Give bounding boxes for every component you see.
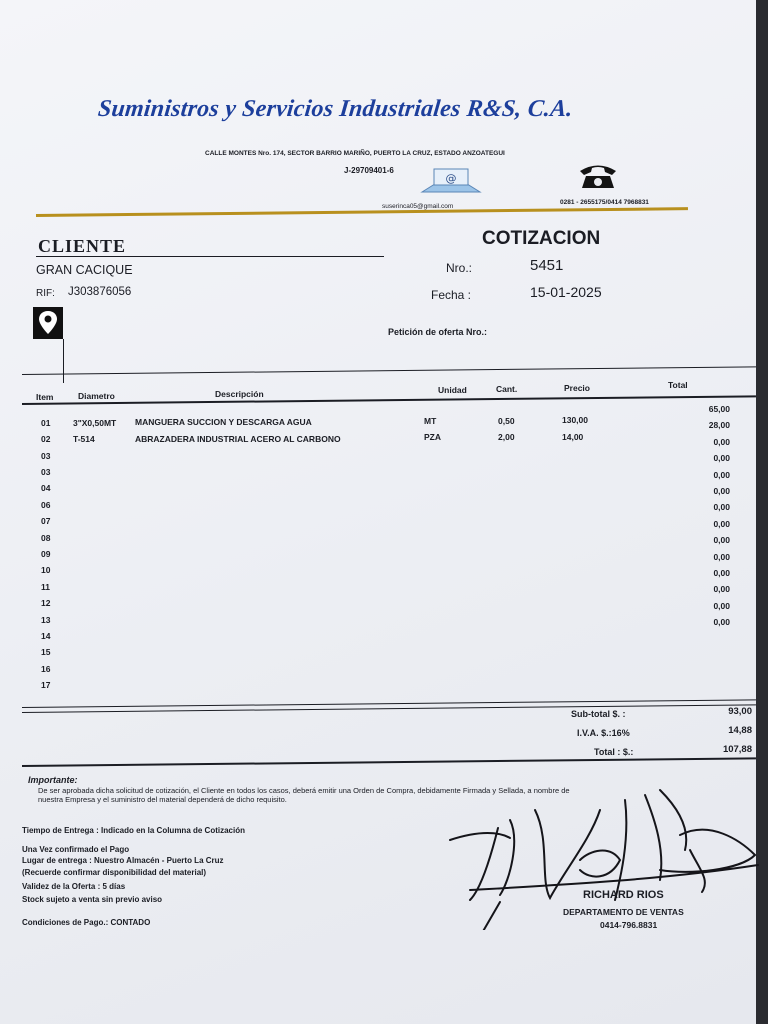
email-at-icon [420, 166, 482, 199]
col-header-cant: Cant. [496, 384, 518, 394]
signer-phone: 0414-796.8831 [600, 920, 658, 930]
cell-total: 0,00 [713, 453, 730, 464]
cell-total: 0,00 [713, 486, 730, 496]
iva-value: 14,88 [728, 725, 752, 736]
cell-total: 0,00 [713, 568, 730, 578]
total-label: Total : $.: [594, 747, 634, 757]
svg-text:@: @ [445, 172, 457, 185]
iva-label: I.V.A. $.:16% [577, 728, 630, 738]
cell-unidad: MT [424, 415, 437, 426]
cell-total: 0,00 [713, 469, 730, 480]
cell-item: 03 [41, 450, 51, 461]
company-rif: J-29709401-6 [344, 166, 394, 175]
cell-item: 06 [41, 499, 51, 510]
client-vertical-rule [63, 339, 64, 383]
cell-item: 16 [41, 663, 51, 674]
company-name: Suministros y Servicios Industriales R&S, C.A. [96, 96, 575, 122]
cell-item: 09 [41, 548, 51, 559]
cell-item: 14 [41, 630, 51, 641]
availability-reminder: (Recuerde confirmar disponibilidad del material) [22, 868, 207, 877]
cell-diametro: 3"X0,50MT [73, 417, 117, 428]
client-heading: CLIENTE [38, 236, 127, 256]
total-value: 107,88 [722, 744, 752, 755]
cell-diametro: T-514 [73, 434, 95, 445]
cell-unidad: PZA [424, 432, 441, 443]
client-rif: J303876056 [68, 286, 132, 298]
cell-descripcion: ABRAZADERA INDUSTRIAL ACERO AL CARBONO [135, 433, 341, 444]
col-header-precio: Precio [564, 383, 590, 393]
quote-number: 5451 [530, 257, 564, 274]
cell-item: 13 [41, 614, 51, 625]
cell-descripcion: MANGUERA SUCCION Y DESCARGA AGUA [135, 417, 312, 428]
cell-item: 02 [41, 434, 51, 445]
cell-total: 0,00 [713, 584, 730, 595]
client-name: GRAN CACIQUE [36, 263, 133, 277]
cell-total: 0,00 [713, 518, 730, 529]
cell-total: 0,00 [713, 535, 730, 546]
cell-item: 04 [41, 483, 51, 494]
cell-total: 0,00 [713, 551, 730, 562]
telephone-icon [576, 162, 620, 195]
cell-total: 28,00 [708, 420, 730, 431]
col-header-diametro: Diametro [78, 391, 115, 401]
cell-total: 65,00 [708, 404, 730, 414]
payment-confirmed: Una Vez confirmado el Pago [22, 845, 130, 854]
cell-item: 03 [41, 466, 51, 477]
col-header-item: Item [36, 392, 54, 402]
client-underline [36, 256, 384, 257]
company-address: CALLE MONTES Nro. 174, SECTOR BARRIO MARIÑO, PUERTO LA CRUZ, ESTADO ANZOATEGUI [205, 150, 505, 157]
location-pin-icon [33, 307, 63, 339]
cell-total: 0,00 [713, 436, 730, 447]
client-rif-label: RIF: [36, 288, 55, 299]
cell-cant: 0,50 [498, 415, 515, 426]
cell-item: 08 [41, 532, 51, 543]
stock-note: Stock sujeto a venta sin previo aviso [22, 895, 163, 904]
company-email: suserinca05@gmail.com [382, 203, 454, 210]
cell-total: 0,00 [713, 600, 730, 611]
cell-total: 0,00 [713, 617, 730, 628]
cell-precio: 14,00 [562, 431, 584, 442]
important-label: Importante: [28, 775, 78, 785]
subtotal-value: 93,00 [728, 706, 752, 717]
quote-date-label: Fecha : [431, 288, 472, 302]
cell-item: 10 [41, 565, 51, 576]
quote-number-label: Nro.: [446, 261, 473, 275]
delivery-time: Tiempo de Entrega : Indicado en la Columna de Cotización [22, 826, 245, 835]
offer-request-label: Petición de oferta Nro.: [388, 327, 488, 337]
col-header-unidad: Unidad [438, 385, 467, 395]
cell-item: 01 [41, 417, 51, 428]
payment-terms: Condiciones de Pago.: CONTADO [22, 918, 151, 927]
cell-item: 12 [41, 598, 51, 609]
cell-item: 11 [41, 581, 50, 592]
cell-item: 07 [41, 516, 51, 527]
offer-validity: Validez de la Oferta : 5 días [22, 882, 126, 891]
subtotal-label: Sub-total $. : [571, 709, 626, 719]
col-header-total: Total [668, 380, 688, 390]
signer-name: RICHARD RIOS [583, 889, 664, 901]
quote-heading: COTIZACION [482, 228, 601, 249]
cell-total: 0,00 [713, 502, 730, 513]
cell-item: 17 [41, 680, 51, 691]
cell-cant: 2,00 [498, 431, 515, 442]
cell-precio: 130,00 [562, 415, 588, 426]
quote-date: 15-01-2025 [530, 284, 602, 300]
signer-department: DEPARTAMENTO DE VENTAS [563, 907, 684, 917]
company-phones: 0281 - 2655175/0414 7968831 [560, 199, 649, 206]
important-text: De ser aprobada dicha solicitud de cotización, el Cliente en todos los casos, deberá emitir una Orden de Compra, debidamente Firmada y Sellada, a nombre de nuestra Empresa y el suministro del material dependerá de dicho requisito. [38, 786, 570, 804]
cell-item: 15 [41, 647, 51, 658]
col-header-descripcion: Descripción [215, 389, 264, 399]
delivery-place: Lugar de entrega : Nuestro Almacén - Puerto La Cruz [22, 856, 224, 865]
